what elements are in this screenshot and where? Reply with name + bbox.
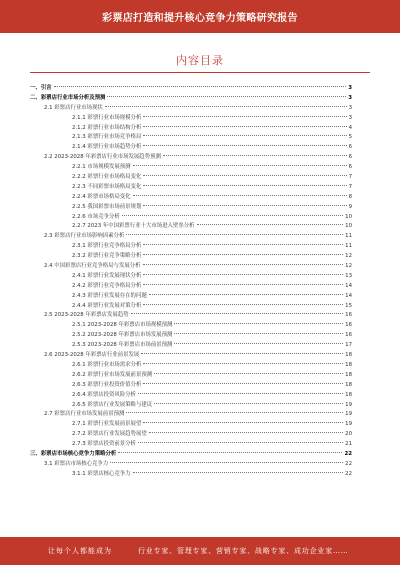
toc-entry[interactable]: [30, 124, 352, 134]
toc-entry-label: 2.2.4 彩票市场格局变化: [72, 193, 131, 200]
toc-entry-page: 18: [345, 391, 352, 398]
toc-entry-label: 2.1.3 彩票行业市场竞争格局: [72, 134, 142, 141]
toc-entry[interactable]: [30, 302, 352, 312]
toc-leader-dots: [143, 304, 343, 305]
toc-entry-page: 19: [345, 411, 352, 418]
toc-entry-page: 22: [345, 460, 352, 467]
toc-leader-dots: [118, 452, 342, 453]
toc-entry-label: 2.4 中国彩票店行业竞争格局与发展分析: [44, 263, 141, 270]
toc-entry-page: 18: [345, 361, 352, 368]
toc-leader-dots: [174, 333, 343, 334]
toc-entry-label: 2.4.2 彩票行业竞争格局分析: [72, 282, 142, 289]
toc-leader-dots: [143, 363, 343, 364]
toc-entry-page: 18: [345, 371, 352, 378]
toc-entry-label: 2.6.4 彩票店投资风险分析: [72, 391, 136, 398]
toc-entry[interactable]: [30, 193, 352, 203]
toc-entry[interactable]: [30, 272, 352, 282]
toc-entry[interactable]: [30, 153, 352, 163]
toc-entry-label: 2.7.1 彩票行业发展前景展望: [72, 421, 142, 428]
toc-entry[interactable]: [30, 351, 352, 361]
toc-leader-dots: [105, 106, 347, 107]
toc-leader-dots: [197, 224, 344, 225]
toc-entry[interactable]: [30, 321, 352, 331]
toc-entry-page: 6: [348, 144, 352, 151]
toc-leader-dots: [143, 422, 343, 423]
report-title: 彩票店打造和提升核心竞争力策略研究报告: [102, 13, 298, 24]
toc-leader-dots: [133, 165, 347, 166]
footer-banner: [0, 537, 400, 565]
toc-entry[interactable]: [30, 410, 352, 420]
toc-entry-label: 2.1 彩票店行业市场现状: [44, 104, 103, 111]
toc-entry[interactable]: [30, 183, 352, 193]
toc-entry-label: 2.2.1 市场规模发展预测: [72, 164, 131, 171]
toc-leader-dots: [131, 313, 344, 314]
toc-entry[interactable]: [30, 84, 352, 94]
toc-entry[interactable]: [30, 252, 352, 262]
toc-entry[interactable]: [30, 460, 352, 470]
toc-entry[interactable]: [30, 361, 352, 371]
toc-entry-page: 8: [348, 193, 352, 200]
toc-entry-page: 17: [345, 342, 352, 349]
toc-entry[interactable]: [30, 242, 352, 252]
toc-leader-dots: [143, 244, 343, 245]
toc-entry-page: 12: [345, 263, 352, 270]
footer-slogan-right: 行业专家、管理专家、营销专家、战略专家、成功企业家……: [138, 547, 349, 555]
toc-entry-label: 2.5.3 2023-2028 年彩票店市场前景预测: [72, 342, 173, 349]
toc-leader-dots: [143, 264, 344, 265]
toc-entry-page: 15: [345, 302, 352, 309]
toc-entry-label: 2.2.5 我国彩票市场前景规划: [72, 203, 142, 210]
toc-leader-dots: [163, 155, 347, 156]
toc-entry-label: 2.2.6 市场竞争分析: [72, 213, 120, 220]
toc-entry-label: 2.2.7 2023 年中国彩票行业十大市场进入壁垒分析: [72, 223, 195, 230]
toc-leader-dots: [143, 135, 346, 136]
toc-entry-page: 3: [348, 104, 352, 111]
toc-entry-page: 13: [345, 272, 352, 279]
toc-entry-label: 2.6.1 彩票行业市场需求分析: [72, 361, 142, 368]
toc-entry-label: 2.7.2 彩票店行业发展趋势展望: [72, 431, 147, 438]
toc-entry[interactable]: [30, 420, 352, 430]
toc-entry-label: 3.1.1 彩票店核心竞争力: [72, 470, 131, 477]
toc-leader-dots: [122, 215, 343, 216]
toc-entry-label: 2.4.4 彩票行业发展对策分析: [72, 302, 142, 309]
toc-leader-dots: [143, 145, 346, 146]
toc-entry-label: 2.5.1 2023-2028 年彩票店市场规模预测: [72, 322, 173, 329]
toc-entry[interactable]: [30, 450, 352, 460]
toc-entry-label: 2.2.3 不同彩票市场格局变化: [72, 183, 142, 190]
toc-entry[interactable]: [30, 232, 352, 242]
toc-entry[interactable]: [30, 104, 352, 114]
toc-entry[interactable]: [30, 173, 352, 183]
toc-entry[interactable]: [30, 133, 352, 143]
toc-leader-dots: [141, 353, 343, 354]
toc-entry-page: 12: [345, 253, 352, 260]
toc-entry-label: 2.6.2 彩票行业市场发展前景预测: [72, 371, 153, 378]
toc-entry[interactable]: [30, 391, 352, 401]
toc-entry-page: 16: [345, 312, 352, 319]
toc-entry-page: 5: [348, 134, 352, 141]
toc-entry-page: 10: [345, 223, 352, 230]
toc-entry-page: 20: [345, 431, 352, 438]
toc-entry-page: 11: [345, 233, 352, 240]
toc-entry-page: 22: [344, 450, 352, 457]
toc-entry-page: 6: [348, 154, 352, 161]
toc-entry[interactable]: [30, 143, 352, 153]
toc-leader-dots: [143, 126, 346, 127]
toc-leader-dots: [149, 294, 343, 295]
toc-leader-dots: [133, 195, 347, 196]
toc-entry-page: 7: [348, 183, 352, 190]
toc-entry-label: 三、彩票店市场核心竞争力策略分析: [30, 450, 117, 457]
toc-leader-dots: [110, 462, 343, 463]
toc-entry-label: 2.3.1 彩票行业竞争格局分析: [72, 243, 142, 250]
toc-entry[interactable]: [30, 163, 352, 173]
toc-entry[interactable]: [30, 222, 352, 232]
toc-entry-page: 16: [345, 332, 352, 339]
toc-entry-page: 6: [348, 164, 352, 171]
toc-leader-dots: [54, 86, 347, 87]
toc-entry-label: 2.6.3 彩票行业投资价值分析: [72, 381, 142, 388]
toc-entry-page: 10: [345, 213, 352, 220]
toc-entry[interactable]: [30, 94, 352, 104]
table-of-contents: [30, 84, 352, 480]
toc-heading-divider: [30, 72, 370, 73]
toc-heading: 内容目录: [176, 54, 224, 67]
toc-entry[interactable]: [30, 282, 352, 292]
toc-leader-dots: [154, 403, 343, 404]
toc-entry-label: 2.3.2 彩票行业竞争策略分析: [72, 253, 142, 260]
toc-entry[interactable]: [30, 213, 352, 223]
toc-leader-dots: [133, 472, 344, 473]
toc-leader-dots: [174, 323, 343, 324]
toc-entry[interactable]: [30, 341, 352, 351]
toc-entry-page: 9: [348, 203, 352, 210]
toc-entry[interactable]: [30, 311, 352, 321]
toc-leader-dots: [107, 96, 346, 97]
toc-entry-label: 二、彩票店行业市场分析及预测: [30, 94, 106, 101]
toc-entry-label: 3.1 彩票店市场核心竞争力: [44, 460, 109, 467]
toc-entry-label: 2.5.2 2023-2028 年彩票店市场发展预测: [72, 332, 173, 339]
toc-entry-label: 2.2.2 彩票行业市场格局变化: [72, 174, 142, 181]
toc-entry-page: 18: [345, 352, 352, 359]
toc-entry-page: 4: [348, 124, 352, 131]
toc-entry-label: 2.7 彩票店行业市场发展前景预测: [44, 411, 125, 418]
toc-entry[interactable]: [30, 203, 352, 213]
toc-leader-dots: [143, 274, 343, 275]
toc-entry-page: 21: [345, 441, 352, 448]
toc-entry[interactable]: [30, 401, 352, 411]
toc-entry-page: 7: [348, 174, 352, 181]
toc-leader-dots: [143, 383, 343, 384]
toc-entry-page: 3: [348, 114, 352, 121]
toc-leader-dots: [143, 116, 346, 117]
toc-leader-dots: [143, 185, 346, 186]
toc-entry-page: 3: [348, 85, 352, 91]
toc-leader-dots: [143, 205, 346, 206]
toc-leader-dots: [174, 343, 343, 344]
toc-entry[interactable]: [30, 114, 352, 124]
toc-entry-label: 2.5 2023-2028 年彩票店发展趋势: [44, 312, 129, 319]
toc-entry-label: 一、引言: [30, 85, 52, 91]
toc-entry[interactable]: [30, 331, 352, 341]
toc-entry-label: 2.1.2 彩票行业市场结构分析: [72, 124, 142, 131]
toc-entry[interactable]: [30, 292, 352, 302]
toc-entry-page: 3: [348, 94, 352, 101]
toc-leader-dots: [154, 373, 343, 374]
toc-entry-page: 22: [345, 470, 352, 477]
toc-entry[interactable]: [30, 371, 352, 381]
toc-leader-dots: [138, 393, 343, 394]
report-title-banner: [0, 0, 400, 33]
toc-entry[interactable]: [30, 262, 352, 272]
toc-leader-dots: [138, 442, 343, 443]
toc-entry[interactable]: [30, 430, 352, 440]
toc-entry-page: 14: [345, 282, 352, 289]
toc-entry-label: 2.7.3 彩票店投资前景分析: [72, 441, 136, 448]
toc-leader-dots: [126, 234, 343, 235]
toc-leader-dots: [143, 254, 343, 255]
toc-entry-label: 2.2 2023-2028 年彩票店行业市场发展趋势预测: [44, 154, 161, 161]
toc-entry-label: 2.3 彩票店行业市场影响因素分析: [44, 233, 125, 240]
toc-entry-label: 2.1.4 彩票行业市场趋势分析: [72, 144, 142, 151]
toc-entry-page: 19: [345, 421, 352, 428]
toc-entry[interactable]: [30, 440, 352, 450]
toc-entry-label: 2.6.5 彩票店行业发展策略与建议: [72, 401, 153, 408]
toc-entry-page: 16: [345, 322, 352, 329]
toc-entry-label: 2.4.3 彩票行业发展存在的问题: [72, 292, 147, 299]
toc-entry-label: 2.6 2023-2028 年彩票店行业前景发展: [44, 352, 140, 359]
toc-entry-page: 11: [345, 243, 352, 250]
toc-entry[interactable]: [30, 381, 352, 391]
toc-entry-page: 19: [345, 401, 352, 408]
toc-entry-label: 2.1.1 彩票行业市场规模分析: [72, 114, 142, 121]
toc-entry-label: 2.4.1 彩票行业发展现状分析: [72, 272, 142, 279]
toc-leader-dots: [126, 412, 343, 413]
toc-entry-page: 18: [345, 381, 352, 388]
toc-leader-dots: [143, 175, 346, 176]
footer-slogan-left: 让每个人都能成为: [48, 547, 112, 555]
toc-entry-page: 14: [345, 292, 352, 299]
toc-entry[interactable]: [30, 470, 352, 480]
toc-leader-dots: [143, 284, 343, 285]
toc-leader-dots: [149, 432, 343, 433]
